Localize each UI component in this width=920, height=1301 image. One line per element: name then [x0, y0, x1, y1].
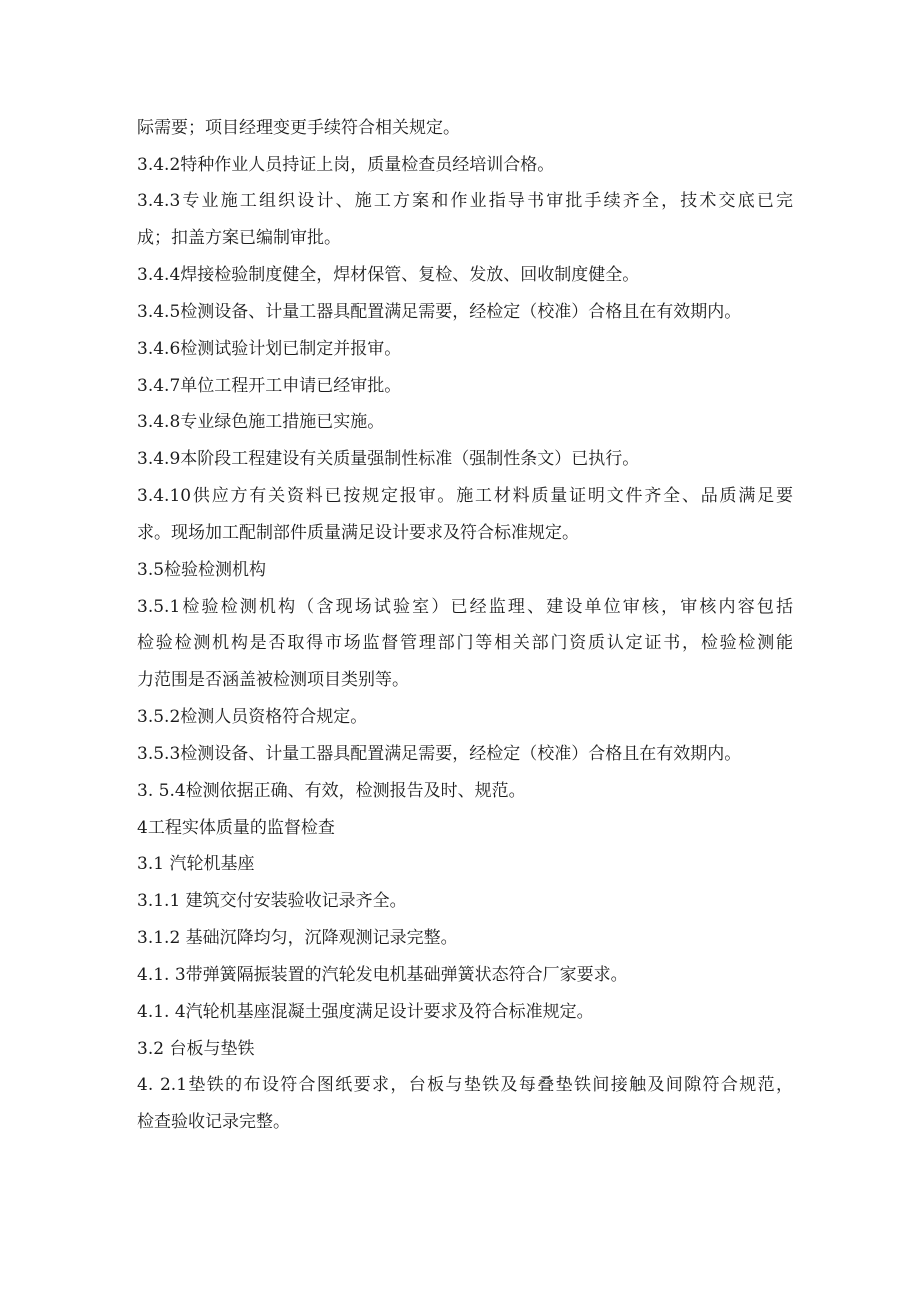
chapter-heading: 4工程实体质量的监督检查 — [137, 818, 335, 838]
text-line: 4.1. 4汽轮机基座混凝土强度满足设计要求及符合标准规定。 — [137, 1002, 594, 1022]
section-heading: 3.2 台板与垫铁 — [137, 1039, 255, 1059]
text-line: 4. 2.1垫铁的布设符合图纸要求，台板与垫铁及每叠垫铁间接触及间隙符合规范， — [137, 1075, 793, 1095]
text-line: 3.4.3专业施工组织设计、施工方案和作业指导书审批手续齐全，技术交底已完 — [137, 191, 793, 211]
text-line: 4.1. 3带弹簧隔振装置的汽轮发电机基础弹簧状态符合厂家要求。 — [137, 965, 628, 985]
text-line: 3.5.2检测人员资格符合规定。 — [137, 707, 368, 727]
text-line: 3.4.2特种作业人员持证上岗，质量检查员经培训合格。 — [137, 155, 555, 175]
text-line: 3.4.8专业绿色施工措施已实施。 — [137, 412, 385, 432]
text-line: 3.4.4焊接检验制度健全，焊材保管、复检、发放、回收制度健全。 — [137, 265, 640, 285]
text-line: 3.4.7单位工程开工申请已经审批。 — [137, 376, 402, 396]
section-heading: 3.5检验检测机构 — [137, 560, 267, 580]
text-line: 3.1.2 基础沉降均匀，沉降观测记录完整。 — [137, 928, 458, 948]
text-line: 3.1.1 建筑交付安装验收记录齐全。 — [137, 891, 407, 911]
text-line: 3.4.10供应方有关资料已按规定报审。施工材料质量证明文件齐全、品质满足要 — [137, 486, 793, 506]
text-line: 3.5.3检测设备、计量工器具配置满足需要，经检定（校准）合格且在有效期内。 — [137, 744, 742, 764]
text-line: 成；扣盖方案已编制审批。 — [137, 228, 341, 248]
text-line: 检查验收记录完整。 — [137, 1112, 290, 1132]
text-line: 力范围是否涵盖被检测项目类别等。 — [137, 670, 409, 690]
text-line: 3.4.9本阶段工程建设有关质量强制性标准（强制性条文）已执行。 — [137, 449, 640, 469]
section-heading: 3.1 汽轮机基座 — [137, 854, 255, 874]
text-line: 3.4.5检测设备、计量工器具配置满足需要，经检定（校准）合格且在有效期内。 — [137, 302, 742, 322]
text-line: 3.4.6检测试验计划已制定并报审。 — [137, 339, 402, 359]
text-line: 检验检测机构是否取得市场监督管理部门等相关部门资质认定证书，检验检测能 — [137, 633, 793, 653]
text-line: 求。现场加工配制部件质量满足设计要求及符合标准规定。 — [137, 523, 579, 543]
text-line: 3. 5.4检测依据正确、有效，检测报告及时、规范。 — [137, 781, 526, 801]
text-line: 3.5.1检验检测机构（含现场试验室）已经监理、建设单位审核，审核内容包括 — [137, 597, 793, 617]
text-line: 际需要；项目经理变更手续符合相关规定。 — [137, 118, 460, 138]
